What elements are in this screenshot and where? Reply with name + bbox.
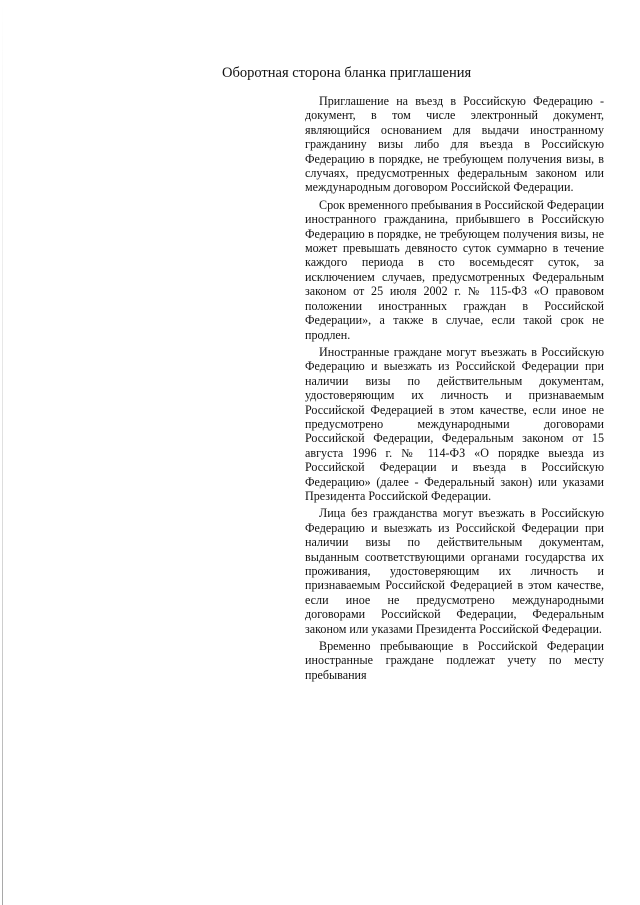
document-body — [305, 94, 604, 682]
paragraph-stay-duration: Срок временного пребывания в Российской Федерации иностранного гражданина, прибывшего в Российскую Федерацию в порядке, не требующем получения визы, не может превышать девяносто суток суммарно в течение каждого периода в сто восемьдесят суток, за исключением случаев, предусмотренных Федеральным законом от 25 июля 2002 г. № 115-ФЗ «О правовом положении иностранных граждан в Российской Федерации», а также в случае, если такой срок не продлен. — [305, 197, 605, 342]
paragraph-foreign-citizens-entry: Иностранные граждане могут въезжать в Российскую Федерацию и выезжать из Российской Федерации при наличии визы по действительным документам, удостоверяющим их личность и признаваемым Российской Федерацией в этом качестве, если иное не предусмотрено международными договорами Российской Федерации, Федеральным законом от 15 августа 1996 г. № 114-ФЗ «О порядке выезда из Российской Федерации и въезда в Российскую Федерацию» (далее - Федеральный закон) или указами Президента Российской Федерации. — [305, 344, 604, 503]
scan-edge-shadow — [2, 0, 3, 905]
page-title: Оборотная сторона бланка приглашения — [222, 65, 472, 81]
paragraph-registration: Временно пребывающие в Российской Федерации иностранные граждане подлежат учету по месту пребывания — [305, 639, 604, 682]
paragraph-stateless-persons-entry: Лица без гражданства могут въезжать в Российскую Федерацию и выезжать из Российской Федерации при наличии визы по действительным документам, выданным соответствующими органами государства их проживания, удостоверяющим их личность и признаваемым Российской Федерацией в этом качестве, если иное не предусмотрено международными договорами Российской Федерации, Федеральным законом или указами Президента Российской Федерации. — [305, 506, 604, 636]
paragraph-invitation-definition: Приглашение на въезд в Российскую Федерацию - документ, в том числе электронный документ, являющийся основанием для выдачи иностранному гражданину визы либо для въезда в Российскую Федерацию в порядке, не требующем получения визы, в случаях, предусмотренных федеральным законом или международным договором Российской Федерации. — [305, 94, 604, 195]
